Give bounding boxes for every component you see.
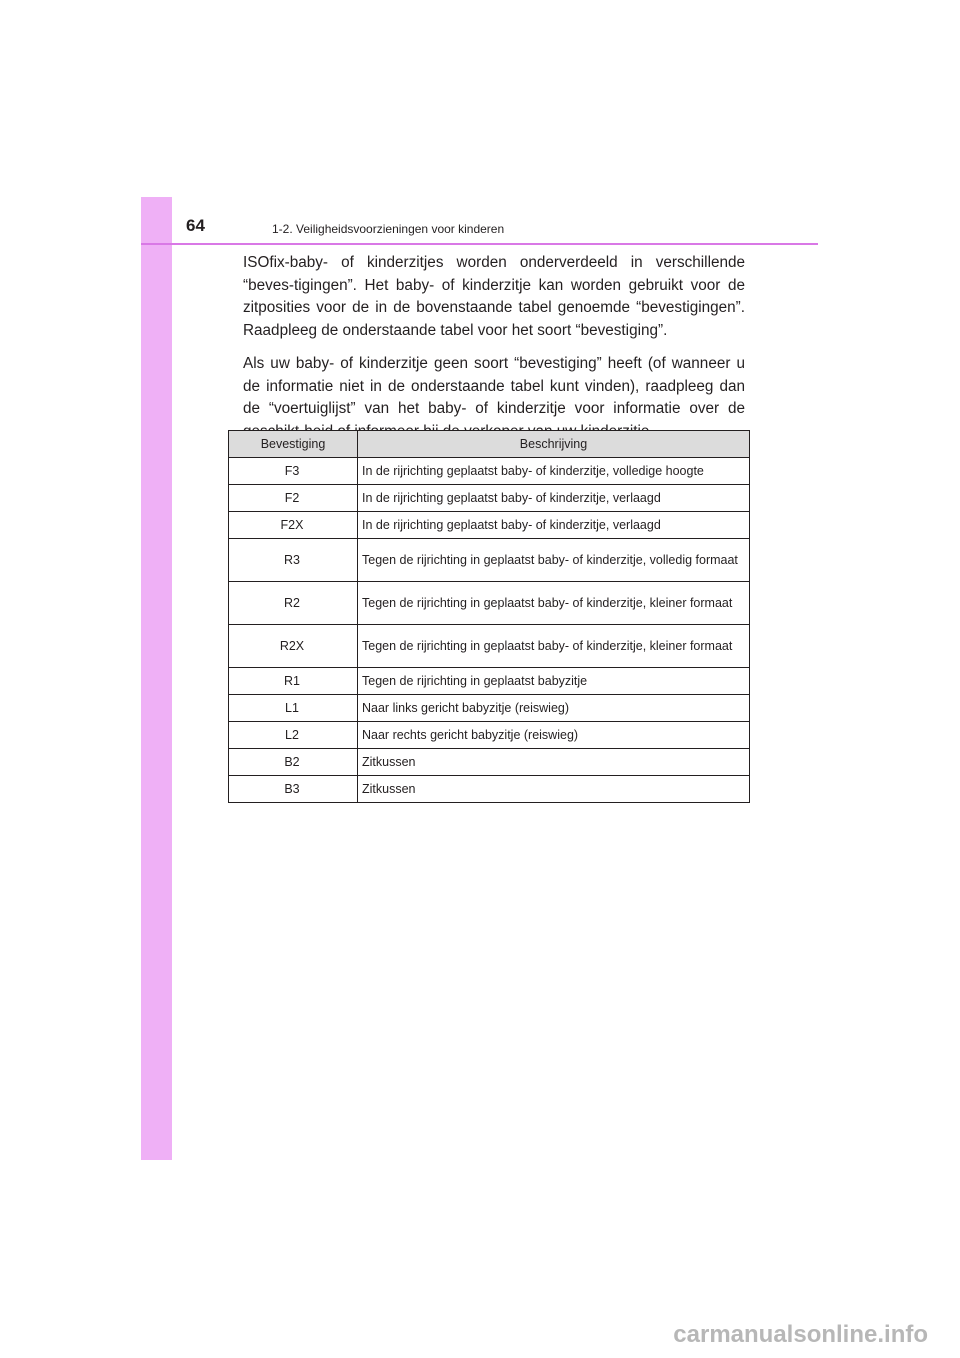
cell-desc: Naar rechts gericht babyzitje (reiswieg): [358, 722, 750, 749]
cell-code: F2X: [229, 512, 358, 539]
section-title: 1-2. Veiligheidsvoorzieningen voor kinderen: [272, 222, 505, 236]
cell-desc: Tegen de rijrichting in geplaatst baby- of kinderzitje, volledig formaat: [358, 539, 750, 582]
table-row: [229, 485, 750, 512]
cell-code: F2: [229, 485, 358, 512]
cell-desc: Naar links gericht babyzitje (reiswieg): [358, 695, 750, 722]
cell-desc: Tegen de rijrichting in geplaatst baby- of kinderzitje, kleiner formaat: [358, 582, 750, 625]
cell-code: R3: [229, 539, 358, 582]
table-row: [229, 668, 750, 695]
page-number: 64: [186, 216, 205, 235]
paragraph: ISOfix-baby- of kinderzitjes worden onderverdeeld in verschillende “beves-tigingen”. Het baby- of kinderzitje kan worden gebruikt voor de zitposities voor de in de bovenstaande tabel genoemde “bevestigingen”. Raadpleeg de onderstaande tabel voor het soort “bevestiging”.: [243, 254, 745, 339]
table-row: [229, 512, 750, 539]
table-row: [229, 625, 750, 668]
cell-code: R1: [229, 668, 358, 695]
cell-desc: In de rijrichting geplaatst baby- of kinderzitje, volledige hoogte: [358, 458, 750, 485]
table-header-row: [229, 431, 750, 458]
header-rule: [141, 243, 818, 245]
cell-desc: Tegen de rijrichting in geplaatst babyzitje: [358, 668, 750, 695]
cell-desc: Zitkussen: [358, 749, 750, 776]
body-text: [243, 252, 745, 454]
cell-code: L2: [229, 722, 358, 749]
cell-code: L1: [229, 695, 358, 722]
fixation-table: [228, 430, 750, 803]
table-row: [229, 582, 750, 625]
cell-desc: Zitkussen: [358, 776, 750, 803]
table-row: [229, 458, 750, 485]
paragraph: Als uw baby- of kinderzitje geen soort “bevestiging” heeft (of wanneer u de informatie niet in de onderstaande tabel kunt vinden), raadpleeg dan de “voertuiglijst” van het baby- of kinderzitje voor informatie over de: [243, 355, 745, 417]
table-row: [229, 539, 750, 582]
cell-code: B3: [229, 776, 358, 803]
cell-code: R2: [229, 582, 358, 625]
table-row: [229, 776, 750, 803]
cell-code: B2: [229, 749, 358, 776]
table-row: [229, 695, 750, 722]
header-beschrijving: Beschrijving: [358, 431, 750, 458]
table-row: [229, 722, 750, 749]
cell-desc: Tegen de rijrichting in geplaatst baby- of kinderzitje, kleiner formaat: [358, 625, 750, 668]
cell-desc: In de rijrichting geplaatst baby- of kinderzitje, verlaagd: [358, 485, 750, 512]
side-color-band: [141, 197, 172, 1160]
header-bevestiging: Bevestiging: [229, 431, 358, 458]
cell-code: R2X: [229, 625, 358, 668]
cell-code: F3: [229, 458, 358, 485]
cell-desc: In de rijrichting geplaatst baby- of kinderzitje, verlaagd: [358, 512, 750, 539]
watermark-text: carmanualsonline.info: [673, 1321, 928, 1348]
table-row: [229, 749, 750, 776]
